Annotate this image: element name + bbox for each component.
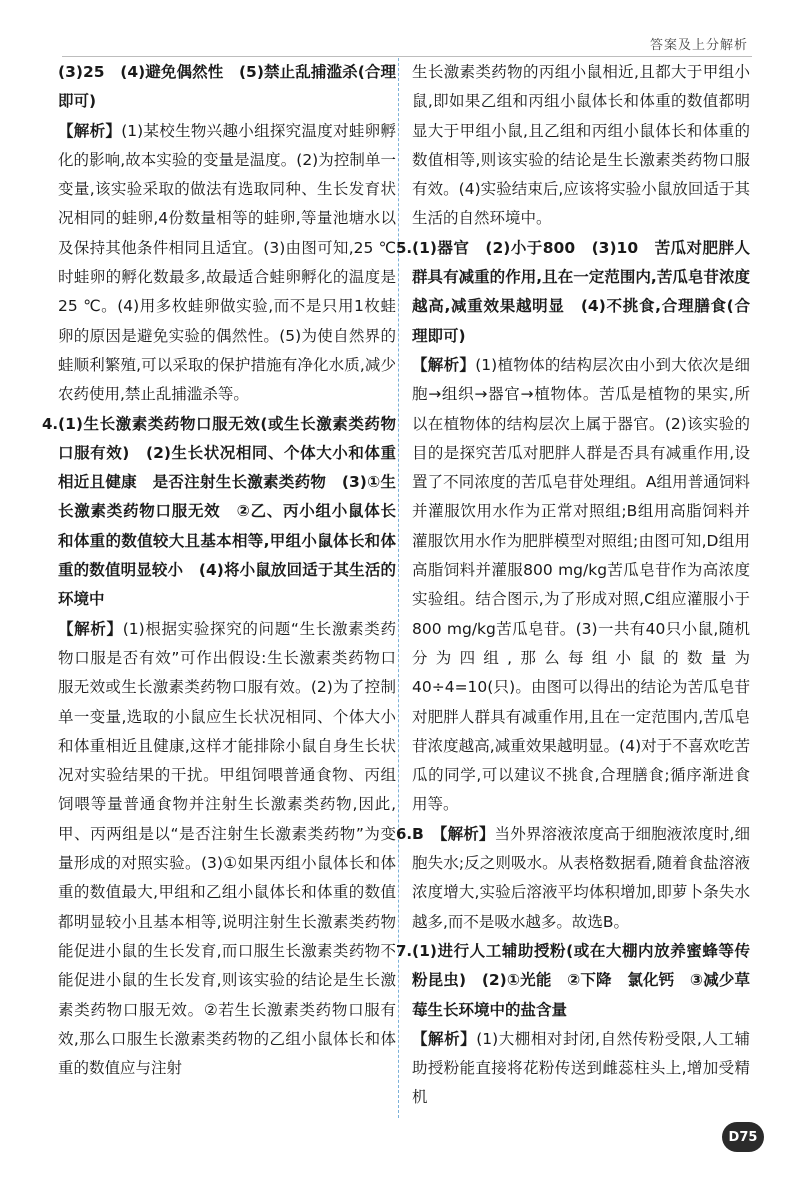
page-number-badge: D75 bbox=[722, 1122, 764, 1152]
q7-answer-text: (1)进行人工辅助授粉(或在大棚内放养蜜蜂等传粉昆虫) (2)①光能 ②下降 氯化钙 ③减少草莓生长环境中的盐含量 bbox=[412, 941, 750, 1019]
q6-number: 6. bbox=[396, 824, 413, 843]
q4-analysis bbox=[58, 615, 396, 1084]
q4-analysis-text: (1)根据实验探究的问题“生长激素类药物口服是否有效”可作出假设:生长激素类药物口服无效或生长激素类药物口服有效。(2)为了控制单一变量,选取的小鼠应生长状况相同、个体大小和体重相近且健康,这样才能排除小鼠自身生长状况对实验结果的干扰。甲组饲喂普通食物、丙组饲喂等量普通食物并注射生长激素类药物,因此,甲、丙两组是以“是否注射生长激素类药物”为变量形成的对照实验。(3)①如果丙组小鼠体长和体重的数值最大,甲组和乙组小鼠体长和体重的数值都明显较小且基本相等,说明注射生长激素类药物能促进小鼠的生长发育,而口服生长激素类药物不能促进小鼠的生长发育,则该实验的结论是生长激素类药物口服无效。②若生长激素类药物口服有效,那么口服生长激素类药物的乙组小鼠体长和体重的数值应与注射 bbox=[58, 619, 396, 1078]
q4-number: 4. bbox=[42, 414, 59, 433]
q3-answer: (3)25 (4)避免偶然性 (5)禁止乱捕滥杀(合理即可) bbox=[58, 63, 396, 111]
left-column bbox=[42, 58, 396, 1083]
analysis-tag: 【解析】 bbox=[58, 619, 123, 638]
q7-analysis-text: (1)大棚相对封闭,自然传粉受限,人工辅助授粉能直接将花粉传送到雌蕊柱头上,增加受精机 bbox=[412, 1029, 750, 1107]
header-rule bbox=[62, 56, 752, 57]
q5-analysis bbox=[412, 351, 750, 820]
q5-answer bbox=[396, 234, 750, 351]
running-header: 答案及上分解析 bbox=[649, 38, 748, 53]
right-column bbox=[396, 58, 750, 1113]
analysis-tag: 【解析】 bbox=[412, 1029, 477, 1048]
analysis-tag: 【解析】 bbox=[58, 121, 122, 140]
q6-analysis-text: 当外界溶液浓度高于细胞液浓度时,细胞失水;反之则吸水。从表格数据看,随着食盐溶液浓度增大,实验后溶液平均体积增加,即萝卜条失水越多,而不是吸水越多。故选B。 bbox=[412, 824, 750, 931]
q7-analysis bbox=[412, 1025, 750, 1113]
q6-answer: B bbox=[412, 824, 424, 843]
q5-analysis-text: (1)植物体的结构层次由小到大依次是细胞→组织→器官→植物体。苦瓜是植物的果实,所以在植物体的结构层次上属于器官。(2)该实验的目的是探究苦瓜对肥胖人群是否具有减重作用,设置了不同浓度的苦瓜皂苷处理组。A组用普通饲料并灌服饮用水作为正常对照组;B组用高脂饲料并灌服饮用水作为肥胖模型对照组;由图可知,D组用高脂饲料并灌服800 mg/kg苦瓜皂苷作为高浓度实验组。结合图示,为了形成对照,C组应灌服小于800 mg/kg苦瓜皂苷。(3)一共有40只小鼠,随机分为四组,那么每组小鼠的数量为40÷4=10(只)。由图可以得出的结论为苦瓜皂苷对肥胖人群具有减重作用,且在一定范围内,苦瓜皂苷浓度越高,减重效果越明显。(4)对于不喜欢吃苦瓜的同学,可以建议不挑食,合理膳食;循序渐进食用等。 bbox=[412, 355, 750, 814]
q3-analysis-text: (1)某校生物兴趣小组探究温度对蛙卵孵化的影响,故本实验的变量是温度。(2)为控制单一变量,该实验采取的做法有选取同种、生长发育状况相同的蛙卵,4份数量相等的蛙卵,等量池塘水以及保持其他条件相同且适宜。(3)由图可知,25 ℃时蛙卵的孵化数最多,故最适合蛙卵孵化的温度是25 ℃。(4)用多枚蛙卵做实验,而不是只用1枚蛙卵的原因是避免实验的偶然性。(5)为使自然界的蛙顺利繁殖,可以采取的保护措施有净化水质,减少农药使用,禁止乱捕滥杀等。 bbox=[58, 121, 396, 404]
analysis-tag: 【解析】 bbox=[412, 355, 476, 374]
q7-number: 7. bbox=[396, 941, 413, 960]
q7-answer bbox=[396, 937, 750, 1025]
q4-answer-text: (1)生长激素类药物口服无效(或生长激素类药物口服有效) (2)生长状况相同、个体大小和体重相近且健康 是否注射生长激素类药物 (3)①生长激素类药物口服无效 ②乙、丙小组小鼠体长和体重的数值较大且基本相等,甲组小鼠体长和体重的数值明显较小 (4)将小鼠放回适于其生活的环境中 bbox=[58, 414, 396, 609]
q4-analysis-continued: 生长激素类药物的丙组小鼠相近,且都大于甲组小鼠,即如果乙组和丙组小鼠体长和体重的数值都明显大于甲组小鼠,且乙组和丙组小鼠体长和体重的数值相等,则该实验的结论是生长激素类药物口服有效。(4)实验结束后,应该将实验小鼠放回适于其生活的自然环境中。 bbox=[412, 63, 750, 228]
q5-number: 5. bbox=[396, 238, 413, 257]
analysis-tag: 【解析】 bbox=[439, 824, 495, 843]
q6-block bbox=[396, 820, 750, 937]
q5-answer-text: (1)器官 (2)小于800 (3)10 苦瓜对肥胖人群具有减重的作用,且在一定范围内,苦瓜皂苷浓度越高,减重效果越明显 (4)不挑食,合理膳食(合理即可) bbox=[412, 238, 750, 345]
q4-answer bbox=[42, 410, 396, 615]
q3-analysis bbox=[58, 117, 396, 410]
